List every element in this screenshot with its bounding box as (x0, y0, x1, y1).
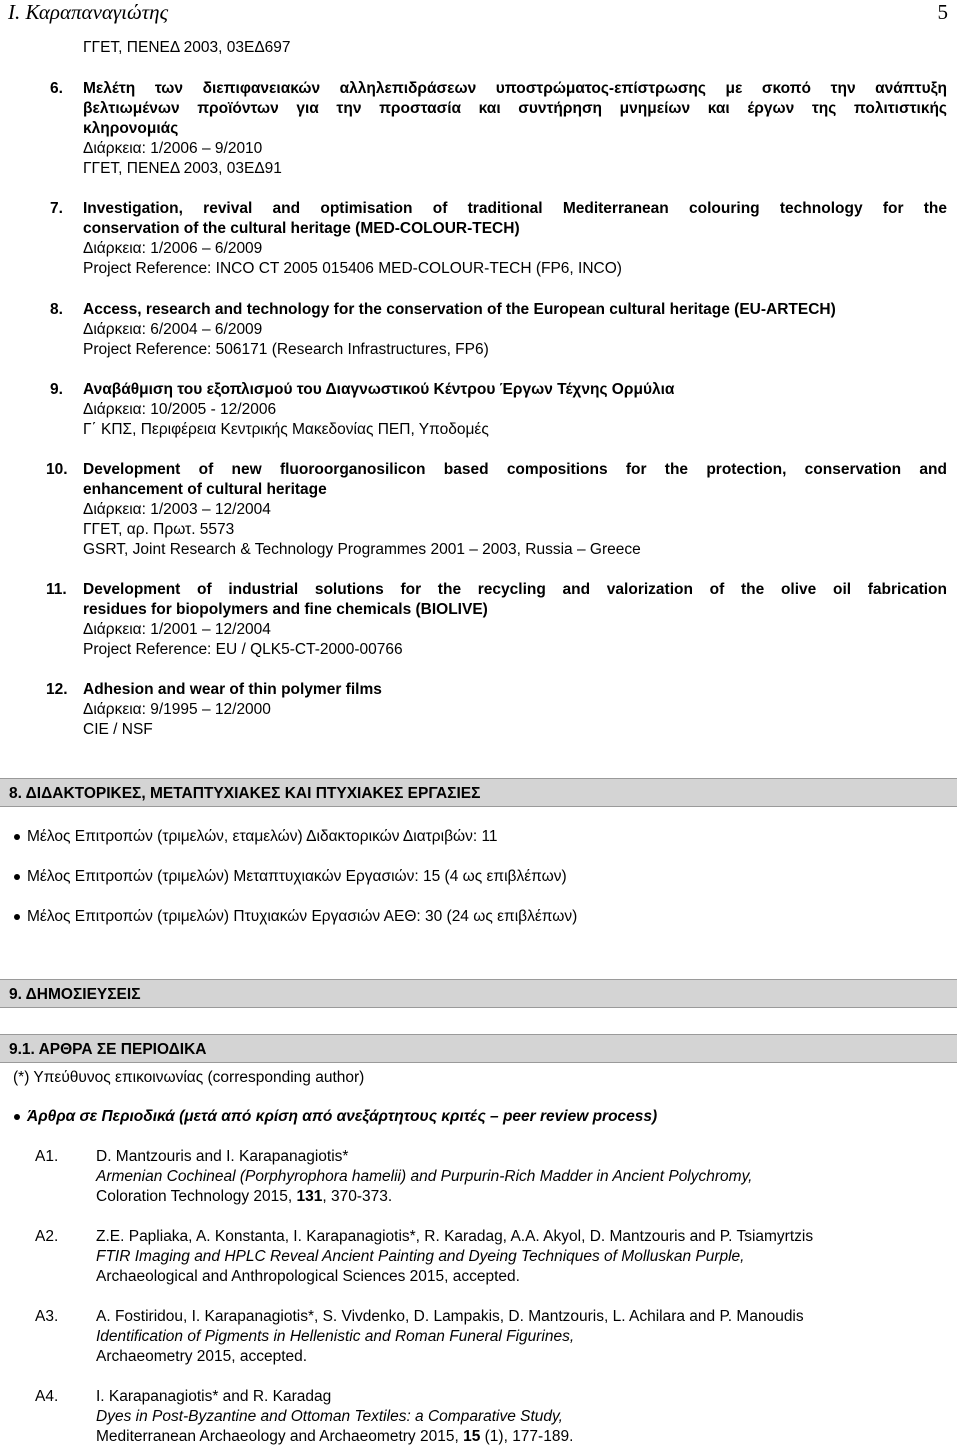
bullet-item: Μέλος Επιτροπών (τριμελών) Πτυχιακών Εργασιών ΑΕΘ: 30 (24 ως επιβλέπων) (27, 908, 578, 925)
project-number: 9. (50, 381, 63, 398)
project-number: 7. (50, 200, 63, 217)
project-duration: Διάρκεια: 10/2005 - 12/2006 (83, 401, 277, 418)
bullet-icon (14, 914, 20, 920)
project-title-line: conservation of the cultural heritage (MED-COLOUR-TECH) (83, 220, 520, 237)
article-label: A4. (35, 1388, 59, 1405)
project-title-line: Adhesion and wear of thin polymer films (83, 681, 382, 698)
project-title-line: Development of industrial solutions for the recycling and valorization of the olive oil fabrication (83, 581, 947, 598)
project-title-line: Access, research and technology for the conservation of the European cultural heritage (EU-ARTECH) (83, 301, 836, 318)
bullet-icon (14, 1114, 20, 1120)
article-title: Dyes in Post-Byzantine and Ottoman Textiles: a Comparative Study, (96, 1408, 563, 1425)
project-title-line: Μελέτη των διεπιφανειακών αλληλεπιδράσεων υποστρώματος-επίστρωσης με σκοπό την ανάπτυξη (83, 80, 947, 97)
project-duration: Διάρκεια: 1/2006 – 9/2010 (83, 140, 263, 157)
page-number: 5 (937, 0, 948, 24)
project-title-line: Αναβάθμιση του εξοπλισμού του Διαγνωστικού Κέντρου Έργων Τέχνης Ορμύλια (83, 381, 675, 398)
project-duration: Διάρκεια: 1/2001 – 12/2004 (83, 621, 271, 638)
article-journal: Archaeological and Anthropological Sciences 2015, accepted. (96, 1268, 520, 1285)
project-duration: Διάρκεια: 1/2003 – 12/2004 (83, 501, 271, 518)
project-number: 12. (46, 681, 68, 698)
project-detail: ΓΓΕΤ, αρ. Πρωτ. 5573 (83, 521, 235, 538)
article-volume: 15 (463, 1428, 481, 1445)
project-title-line: Investigation, revival and optimisation of traditional Mediterranean colouring technology for the (83, 200, 947, 217)
bullet-item: Μέλος Επιτροπών (τριμελών, εταμελών) Διδακτορικών Διατριβών: 11 (27, 828, 498, 845)
header-author: Ι. Καραπαναγιώτης (8, 0, 169, 24)
project-detail: CIE / NSF (83, 721, 153, 738)
articles-subheading: Άρθρα σε Περιοδικά (μετά από κρίση από ανεξάρτητους κριτές – peer review process) (27, 1108, 658, 1125)
top-line: ΓΓΕΤ, ΠΕΝΕΔ 2003, 03ΕΔ697 (83, 39, 291, 56)
article-journal: Archaeometry 2015, accepted. (96, 1348, 308, 1365)
article-title: FTIR Imaging and HPLC Reveal Ancient Painting and Dyeing Techniques of Molluskan Purple, (96, 1248, 745, 1265)
project-duration: Διάρκεια: 6/2004 – 6/2009 (83, 321, 263, 338)
project-number: 8. (50, 301, 63, 318)
article-journal: Coloration Technology 2015, 131, 370-373. (96, 1188, 393, 1205)
article-authors: I. Karapanagiotis* and R. Karadag (96, 1388, 332, 1405)
article-authors: Z.E. Papliaka, A. Konstanta, I. Karapanagiotis*, R. Karadag, A.A. Akyol, D. Mantzouris and P. Tsiamyrtzis (96, 1228, 814, 1245)
bullet-icon (14, 874, 20, 880)
project-detail: Γ΄ ΚΠΣ, Περιφέρεια Κεντρικής Μακεδονίας ΠΕΠ, Υποδομές (83, 421, 489, 438)
project-title-line: κληρονομιάς (83, 120, 179, 137)
project-title-line: Development of new fluoroorganosilicon based compositions for the protection, conservation and (83, 461, 947, 478)
project-title-line: enhancement of cultural heritage (83, 481, 327, 498)
article-authors: D. Mantzouris and I. Karapanagiotis* (96, 1148, 349, 1165)
project-number: 6. (50, 80, 63, 97)
section-heading: 9. ΔΗΜΟΣΙΕΥΣΕΙΣ (0, 979, 957, 1008)
project-detail: Project Reference: EU / QLK5-CT-2000-00766 (83, 641, 403, 658)
article-authors: A. Fostiridou, I. Karapanagiotis*, S. Vivdenko, D. Lampakis, D. Mantzouris, L. Achilara and P. Manoudis (96, 1308, 804, 1325)
article-title: Armenian Cochineal (Porphyrophora hamelii) and Purpurin-Rich Madder in Ancient Polychromy, (96, 1168, 753, 1185)
article-label: A2. (35, 1228, 59, 1245)
bullet-icon (14, 834, 20, 840)
article-label: A3. (35, 1308, 59, 1325)
page-header (0, 0, 960, 28)
subsection-heading: 9.1. ΑΡΘΡΑ ΣΕ ΠΕΡΙΟΔΙΚΑ (0, 1034, 957, 1063)
project-title-line: residues for biopolymers and fine chemicals (BIOLIVE) (83, 601, 488, 618)
project-number: 11. (46, 581, 67, 598)
corresponding-note: (*) Υπεύθυνος επικοινωνίας (corresponding author) (13, 1069, 365, 1086)
project-number: 10. (46, 461, 68, 478)
section-heading: 8. ΔΙΔΑΚΤΟΡΙΚΕΣ, ΜΕΤΑΠΤΥΧΙΑΚΕΣ ΚΑΙ ΠΤΥΧΙΑΚΕΣ ΕΡΓΑΣΙΕΣ (0, 778, 957, 807)
article-title: Identification of Pigments in Hellenistic and Roman Funeral Figurines, (96, 1328, 575, 1345)
article-label: A1. (35, 1148, 59, 1165)
project-duration: Διάρκεια: 9/1995 – 12/2000 (83, 701, 271, 718)
project-detail: GSRT, Joint Research & Technology Programmes 2001 – 2003, Russia – Greece (83, 541, 641, 558)
bullet-item: Μέλος Επιτροπών (τριμελών) Μεταπτυχιακών Εργασιών: 15 (4 ως επιβλέπων) (27, 868, 567, 885)
project-detail: Project Reference: INCO CT 2005 015406 MED-COLOUR-TECH (FP6, INCO) (83, 260, 622, 277)
project-detail: Project Reference: 506171 (Research Infrastructures, FP6) (83, 341, 489, 358)
project-duration: Διάρκεια: 1/2006 – 6/2009 (83, 240, 263, 257)
article-journal: Mediterranean Archaeology and Archaeometry 2015, 15 (1), 177-189. (96, 1428, 574, 1445)
project-title-line: βελτιωμένων προϊόντων για την προστασία και συντήρηση μνημείων και έργων της πολιτιστικής (83, 100, 947, 117)
project-detail: ΓΓΕΤ, ΠΕΝΕΔ 2003, 03ΕΔ91 (83, 160, 282, 177)
article-volume: 131 (296, 1188, 323, 1205)
